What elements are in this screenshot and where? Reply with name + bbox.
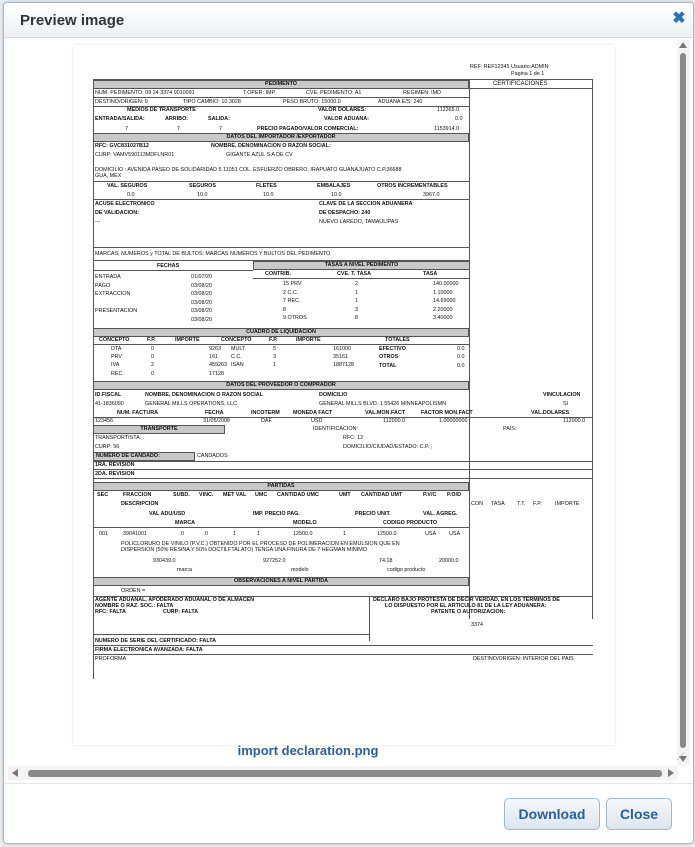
part-cell: USA	[425, 531, 437, 537]
arribo: ARRIBO:	[165, 116, 189, 122]
scroll-right-icon[interactable]	[668, 769, 674, 777]
part-head-cell: F.P.	[533, 501, 542, 507]
horizontal-scroll-thumb[interactable]	[28, 770, 662, 777]
total-value: 0.0	[457, 346, 465, 352]
part-head-cell: IMPORTE	[555, 501, 580, 507]
part-cell: 1	[257, 531, 260, 537]
factura-head-cell: VAL.DOLARES	[531, 410, 570, 416]
part-cell: 001	[99, 531, 108, 537]
regimen: REGIMEN: IMD	[403, 90, 442, 96]
tasa-cell: 140.00000	[433, 281, 459, 287]
tasa-cell: 1.10000	[433, 289, 453, 296]
rule	[93, 247, 469, 248]
partidas-bar: PARTIDAS	[93, 482, 469, 491]
pais: PAIS:	[503, 426, 517, 432]
destino-origen: DESTINO/ORIGEN: 9	[95, 99, 148, 105]
factura-cell: 123456	[95, 418, 113, 424]
tasa-cell: 2	[355, 281, 358, 287]
liq-cell: 1887128	[333, 362, 354, 369]
val-seguros-label: VAL. SEGUROS	[107, 183, 148, 189]
fecha-date: 01/07/20	[191, 274, 212, 280]
liq-head-cell: IMPORTE	[175, 337, 200, 343]
rule	[253, 278, 469, 279]
liquidacion-bar: CUADRO DE LIQUIDACION	[93, 328, 469, 337]
dialog-footer	[4, 783, 693, 844]
tasa-cell: 3	[355, 306, 358, 313]
domicilio-cp: DOMICILIO/CIUDAD/ESTADO: C.P. ,	[343, 444, 433, 450]
part-head-cell: UMC	[255, 492, 268, 498]
id-fiscal-label: ID.FISCAL	[95, 392, 122, 398]
patente-value: 3374	[471, 622, 483, 628]
rule	[93, 490, 469, 491]
part-cell: USA	[449, 531, 461, 537]
importador-bar: DATOS DEL IMPORTADOR /EXPORTADOR	[93, 133, 469, 142]
prov-domicilio: GENERAL MILLS BLVD. 1 55426 MINNEAPOLISMN	[319, 401, 447, 407]
part-head-cell: SUBD.	[173, 492, 190, 498]
rule	[93, 79, 94, 679]
nombre: GIGANTE AZUL S A DE CV	[226, 152, 293, 158]
liq-cell: 0	[151, 370, 154, 377]
part-head-cell: CODIGO PRODUCTO	[383, 520, 438, 526]
part-head-cell: P.O/D	[447, 492, 461, 498]
part-head-cell: VINC.	[199, 492, 214, 498]
part-head-cell: VAL ADU/USD	[149, 511, 186, 517]
factura-head-cell: FECHA	[205, 410, 224, 416]
rule	[93, 97, 469, 98]
acuse: ACUSE ELECTRONICO	[95, 201, 155, 207]
part-cell: 0	[181, 531, 184, 537]
factura-head-cell: NUM. FACTURA	[117, 410, 159, 416]
part-cell: 1	[233, 531, 236, 537]
seguros-label: SEGUROS	[189, 183, 216, 189]
tasa-cell: 15 PRV	[283, 281, 302, 287]
clave-seccion: CLAVE DE LA SECCION ADUANERA	[319, 201, 413, 207]
rule	[93, 469, 593, 470]
dialog-titlebar	[4, 3, 693, 38]
rule	[93, 654, 593, 655]
liq-cell: C.C.	[231, 354, 242, 361]
rule	[93, 344, 469, 345]
prov-domicilio-label: DOMICILIO	[319, 392, 348, 398]
fecha-date: 03/08/20	[191, 308, 212, 315]
transporte-bar: TRANSPORTE	[93, 425, 225, 434]
total-value: 0.0	[457, 354, 465, 361]
declaro: DECLARO BAJO PROTESTA DE DECIR VERDAD, EN LOS TERMINOS DE	[373, 597, 560, 603]
transporte-value: 7	[177, 126, 180, 132]
part-marca: modelo	[291, 567, 309, 573]
liq-cell: 5	[273, 346, 276, 352]
rule	[469, 79, 470, 619]
vinculacion: SI	[563, 401, 569, 407]
part-head-cell: SEC	[97, 492, 109, 498]
liq-cell: 459263	[209, 362, 227, 369]
liq-head-cell: CONCEPTO	[221, 337, 252, 343]
valor-aduana: 0.0	[455, 116, 463, 122]
part-cell: 39041001	[123, 531, 147, 537]
part-head-cell: MET VAL	[223, 492, 247, 498]
valor-aduana-label: VALOR ADUANA:	[324, 116, 369, 122]
rule	[93, 461, 593, 462]
val-seguros-value: 0.0	[127, 192, 135, 198]
horizontal-scrollbar[interactable]	[8, 766, 678, 780]
salida: SALIDA:	[208, 116, 230, 122]
fletes-label: FLETES	[256, 183, 277, 189]
nombre-label: NOMBRE, DENOMINACION O RAZON SOCIAL:	[211, 143, 331, 149]
vertical-scrollbar[interactable]	[677, 40, 690, 766]
liq-cell: 0	[151, 354, 154, 361]
embalajes-value: 10.0	[331, 192, 342, 198]
liq-cell: DTA	[111, 346, 122, 352]
otros-inc-label: OTROS INCREMENTABLES	[377, 183, 448, 189]
precio-pagado: 1153914.0	[434, 126, 460, 132]
nombre-raz: NOMBRE O RAZ. SOC.: FALTA	[95, 603, 174, 609]
liq-cell: 161000	[333, 346, 351, 352]
part-head-cell: MODELO	[293, 520, 317, 526]
liq-cell: ISAN	[231, 362, 244, 369]
fecha-date: 03/08/20	[191, 282, 212, 289]
tipo-cambio: TIPO CAMBIO: 10.3028	[183, 99, 241, 105]
rule	[470, 88, 593, 89]
fecha-date: 03/08/20	[191, 299, 212, 306]
proveedor-bar: DATOS DEL PROVEEDOR O COMPRADOR	[93, 381, 469, 390]
firma: FIRMA ELECTRONICA AVANZADA: FALTA	[95, 647, 203, 653]
part-head-cell: IMP. PRECIO PAG.	[253, 511, 300, 517]
agente: AGENTE ADUANAL, APODERADO ADUANAL O DE ALMACEN	[95, 597, 255, 603]
factura-cell: USD	[311, 418, 323, 424]
curp-falta: CURP: FALTA	[163, 609, 199, 615]
scroll-left-icon[interactable]	[12, 769, 18, 777]
liq-cell: 0	[151, 346, 154, 352]
tasas-head: CVE. T. TASA	[337, 271, 372, 277]
transporte-value: 7	[219, 126, 222, 132]
factura-head-cell: VAL.MON.FACT	[365, 410, 406, 416]
rfc-falta: RFC: FALTA	[95, 609, 126, 615]
fletes-value: 10.0	[263, 192, 274, 198]
liq-cell: 9263	[209, 346, 221, 352]
nuevo-laredo: NUEVO LAREDO, TAMAULIPAS	[319, 219, 399, 225]
part-head-cell: DESCRIPCION	[121, 501, 159, 507]
tasa-cell: 2.20000	[433, 306, 453, 313]
tasas-head: TASA	[423, 271, 438, 277]
part-head-cell: TASA	[491, 501, 505, 507]
part-cell: 12500.0	[377, 531, 397, 537]
transportista: TRANSPORTISTA:	[95, 435, 142, 441]
close-icon[interactable]: ✖	[672, 10, 686, 27]
part-value: 74.18	[379, 558, 393, 564]
resize-grip-icon[interactable]: ⟋	[677, 752, 684, 763]
rule	[592, 79, 593, 619]
total-label: EFECTIVO	[379, 346, 406, 352]
marcas: MARCAS, NUMEROS y TOTAL DE BULTOS: MARCAS NUMEROS Y BULTOS DEL PEDIMENTO	[95, 251, 331, 257]
candado: CANDADOS	[197, 453, 228, 459]
candado-label: NUMERO DE CANDADO:	[93, 452, 195, 461]
preview-dialog	[3, 2, 694, 844]
domicilio-line2: GUA, MEX	[95, 173, 122, 179]
rule	[93, 527, 469, 528]
part-cell: 12500.0	[293, 531, 313, 537]
part-head-cell: VAL. AGREG.	[423, 511, 458, 517]
doc-ref: REF: REF12345 Usuario:ADMIN	[470, 64, 549, 70]
valor-dolares-label: VALOR DOLARES:	[318, 107, 367, 113]
factura-cell: DAF	[261, 418, 272, 424]
entrada-salida: ENTRADA/SALIDA:	[95, 116, 145, 122]
part-head-cell: FRACCION	[123, 492, 152, 498]
liq-cell: 3	[273, 354, 276, 361]
pedimento-bar: PEDIMENTO	[93, 80, 469, 89]
observaciones-bar: OBSERVACIONES A NIVEL PARTIDA	[93, 577, 469, 586]
orden: ORDEN =	[121, 588, 146, 594]
document-image	[73, 45, 615, 745]
part-head-cell: MARCA	[175, 520, 196, 526]
download-button[interactable]: Download	[504, 798, 600, 830]
curp: CURP: VAMV590113MDFLNR01	[95, 152, 175, 158]
despacho: DE DESPACHO: 240	[319, 210, 371, 216]
identificacion: IDENTIFICACION:	[313, 426, 358, 432]
rfc: RFC: GVC831027B12	[95, 143, 149, 149]
dialog-title: Preview image	[20, 12, 125, 29]
tasas-bar: TASAS A NIVEL PEDIMENTO	[253, 261, 470, 270]
otros-inc-value: 3967.0	[423, 192, 440, 198]
rule	[93, 634, 369, 635]
tasa-cell: 1	[355, 289, 358, 296]
fecha-date: 03/08/20	[191, 291, 212, 298]
factura-cell: 31/05/2008	[203, 418, 230, 424]
part-value: 930439.0	[153, 558, 176, 564]
liq-head-cell: F.P.	[147, 337, 156, 343]
revision2: 2DA. REVISION	[95, 471, 135, 477]
rule	[93, 478, 593, 479]
certificaciones-label: CERTIFICACIONES	[493, 81, 548, 87]
tasa-cell: 8	[355, 315, 358, 322]
prov-nombre-label: NOMBRE, DENOMINACION O RAZON SOCIAL	[145, 392, 263, 398]
liq-cell: 35161	[333, 354, 348, 361]
part-head-cell: T.T.	[517, 501, 526, 507]
tasa-cell: 3.40000	[433, 315, 453, 322]
part-cell: 1	[343, 531, 346, 537]
curp56: CURP: 56	[95, 444, 120, 450]
tasa-cell: 9 OTROS	[283, 315, 307, 322]
part-head-cell: CANTIDAD UMC	[277, 492, 319, 498]
factura-head-cell: INCOTERM	[251, 410, 280, 416]
id-fiscal: 41-1836090	[95, 401, 124, 407]
precio-pagado-label: PRECIO PAGADO/VALOR COMERCIAL:	[257, 126, 359, 132]
factura-cell: 112000.0	[563, 418, 586, 424]
serie-cert: NUMERO DE SERIE DEL CERTIFICADO: FALTA	[95, 638, 216, 644]
total-label: TOTAL	[379, 362, 397, 369]
valor-dolares: 112365.0	[437, 107, 460, 113]
tasa-cell: 1	[355, 298, 358, 305]
part-head-cell: CANTIDAD UMT	[361, 492, 403, 498]
tasas-head: CONTRIB.	[265, 271, 292, 277]
liq-head-cell: TOTALES	[385, 337, 410, 343]
revision1: 1RA. REVISION	[95, 462, 135, 468]
rule	[93, 270, 253, 271]
liq-cell: 1	[273, 362, 276, 369]
declaro-line2: LO DISPUESTO POR EL ARTICULO 81 DE LA LEY ADUANERA:	[385, 603, 547, 609]
fecha-label: EXTRACCION	[95, 291, 131, 298]
peso-bruto: PESO BRUTO: 15000.0	[283, 99, 341, 105]
fecha-label: PRESENTACION	[95, 308, 138, 315]
liq-head-cell: F.P.	[269, 337, 278, 343]
doc-page: Pagina 1 de 1	[511, 71, 545, 77]
validacion: DE VALIDACION:	[95, 210, 139, 216]
liq-cell: 2	[151, 362, 154, 369]
dash: ---	[95, 219, 101, 225]
part-head-cell: P.V/C	[423, 492, 437, 498]
liq-cell: IVA	[111, 362, 120, 369]
part-marca: codigo producto	[387, 567, 426, 573]
part-head-cell: CON	[471, 501, 483, 507]
transporte-value: 7	[125, 126, 128, 132]
factura-cell: 1.00000000	[439, 418, 468, 424]
liq-head-cell: CONCEPTO	[99, 337, 130, 343]
total-value: 0.0	[457, 362, 465, 369]
cve-pedimento: CVE. PEDIMENTO: A1	[306, 90, 362, 96]
scroll-up-icon[interactable]	[679, 42, 687, 48]
part-cell: 0	[205, 531, 208, 537]
fechas-label: FECHAS	[157, 263, 180, 269]
liq-cell: PRV	[111, 354, 122, 361]
close-button[interactable]: Close	[606, 798, 672, 830]
part-value: 927252.0	[263, 558, 286, 564]
num-pedimento: NUM. PEDIMENTO: 09 24 3374 9010091	[95, 90, 195, 96]
fecha-date: 03/08/20	[191, 317, 212, 323]
rule	[93, 181, 469, 182]
factura-head-cell: FACTOR MON.FACT	[421, 410, 473, 416]
factura-head-cell: MONEDA FACT	[293, 410, 333, 416]
vinculacion-label: VINCULACION	[543, 392, 581, 398]
image-caption[interactable]: import declaration.png	[237, 743, 379, 758]
liq-cell: REC.	[111, 370, 124, 377]
domicilio: DOMICILIO : AVENIDA PASEO DE SOLIDARIDAD 5 11051 COL. ESFUERZO OBRERO, IRAPUATO GUANAJUATO C.P.36688	[95, 167, 402, 173]
medios-transporte: MEDIOS DE TRANSPORTE	[127, 107, 196, 113]
rule	[93, 645, 593, 646]
total-label: OTROS	[379, 354, 399, 361]
rfc12: RFC: 12	[343, 435, 364, 441]
tasa-cell: 7 REC.	[283, 298, 301, 305]
part-value: 20000.0	[439, 558, 459, 564]
liq-cell: 17128	[209, 370, 224, 377]
tasa-cell: 2 C.C.	[283, 289, 299, 296]
factura-cell: 112000.0	[383, 418, 406, 424]
tasa-cell: 14.69000	[433, 298, 456, 305]
liq-head-cell: IMPORTE	[296, 337, 321, 343]
part-head-cell: PRECIO UNIT.	[355, 511, 391, 517]
rule	[369, 596, 370, 641]
image-viewport[interactable]	[8, 40, 678, 766]
rule	[93, 417, 593, 418]
proforma: PROFORMA	[95, 656, 127, 662]
part-desc: POLICLORURO DE VINILO (P.V.C.) OBTENIDO POR EL PROCESO DE POLIMERACION EN EMULSION QUE EN	[121, 541, 400, 547]
fecha-label: PAGO	[95, 282, 111, 289]
fecha-label: ENTRADA	[95, 274, 121, 280]
patente: PATENTE O AUTORIZACION:	[431, 609, 506, 615]
embalajes-label: EMBALAJES	[317, 183, 351, 189]
aduana: ADUANA E/S: 240	[378, 99, 423, 105]
part-marca: marca	[177, 567, 192, 573]
rule	[93, 199, 469, 200]
t-oper: T.OPER: IMP	[243, 90, 276, 96]
prov-nombre: GENERAL MILLS OPERATIONS, LLC	[145, 401, 237, 407]
destino-interior: DESTINO/ORIGEN: INTERIOR DEL PAIS	[473, 656, 574, 662]
seguros-value: 10.0	[197, 192, 208, 198]
part-head-cell: UMT	[339, 492, 351, 498]
tasa-cell: 8	[283, 306, 286, 313]
part-desc-line2: DISPERSION (50% RESINA Y 50% DOCTILFTALATO) TENGA UNA FINURA DE 7 HEGMAN MINIMO	[121, 547, 367, 553]
liq-cell: MULT.	[231, 346, 247, 352]
vertical-scroll-thumb[interactable]	[680, 53, 686, 748]
liq-cell: 161	[209, 354, 218, 361]
